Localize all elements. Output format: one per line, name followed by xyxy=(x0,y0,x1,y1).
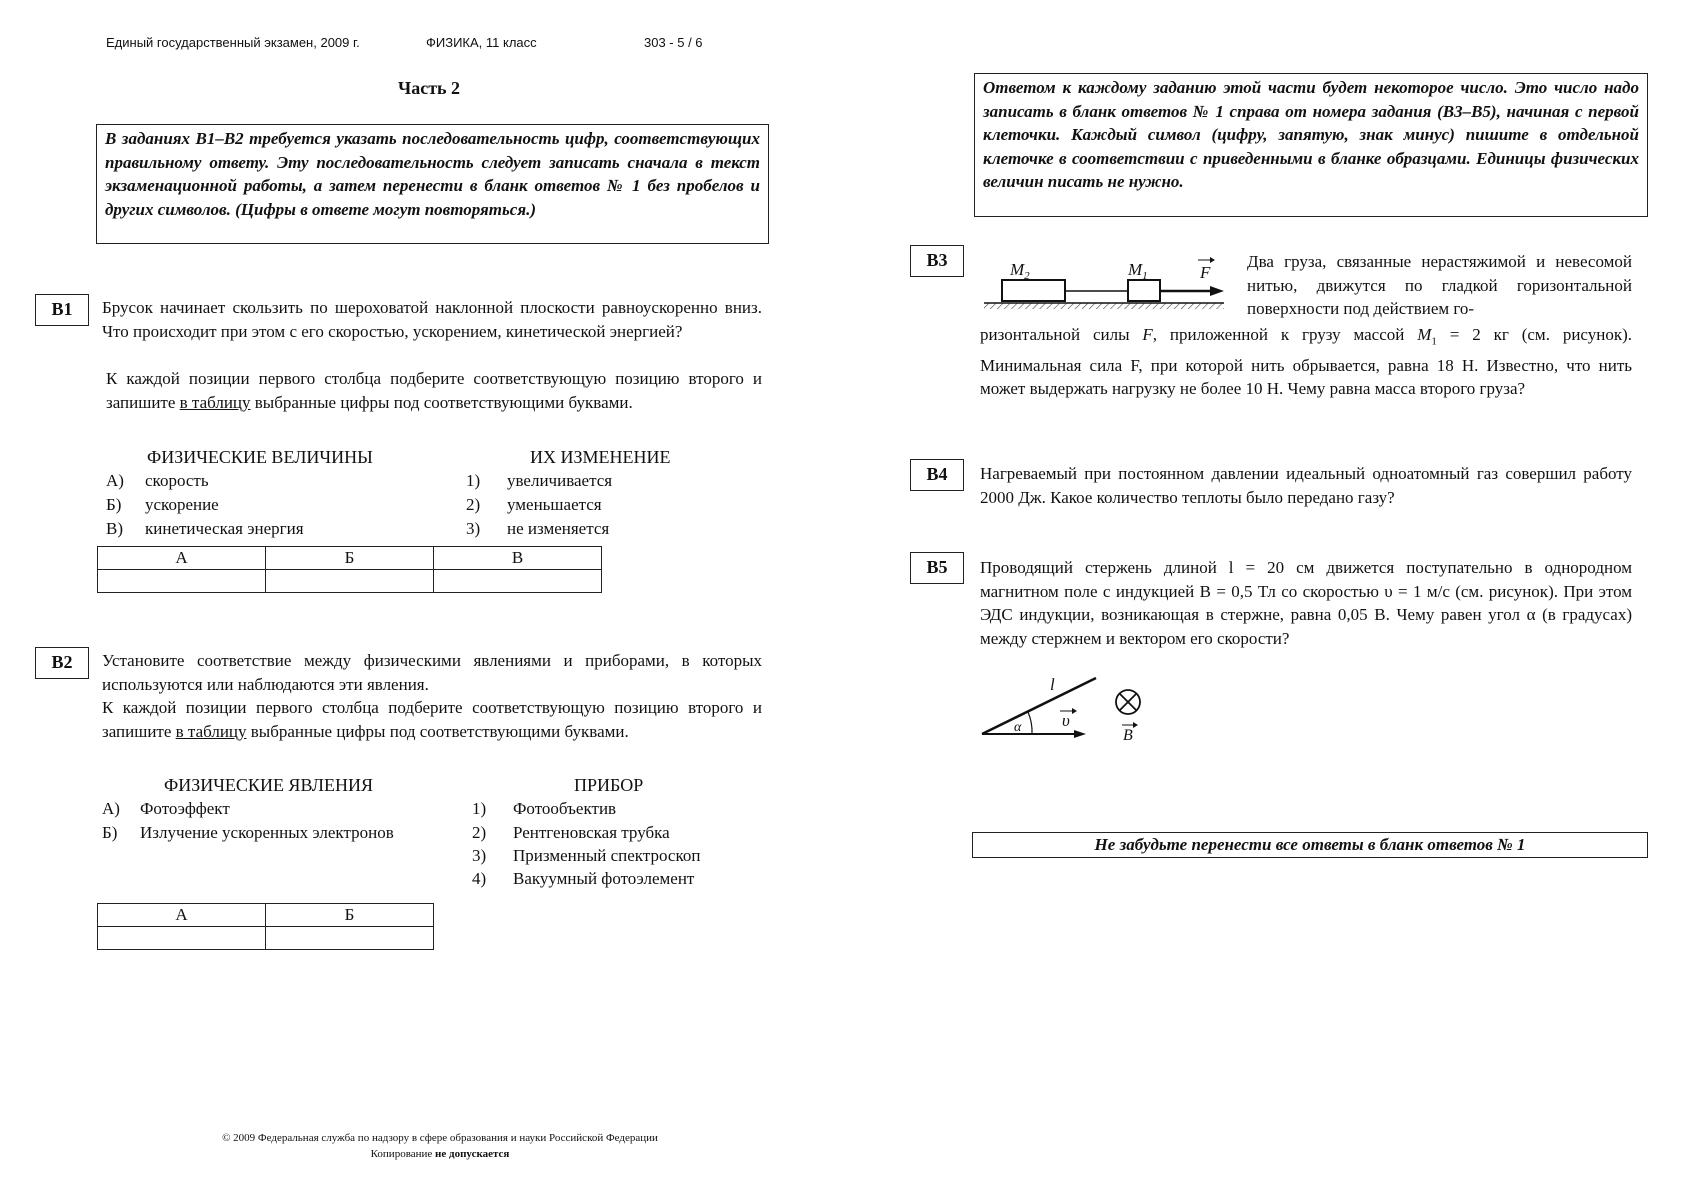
task-label-b5: В5 xyxy=(910,552,964,584)
velocity-arrowhead xyxy=(1074,730,1086,738)
b2-option-2: Рентгеновская трубка xyxy=(513,823,670,842)
b2-option-2-key: 2) xyxy=(472,823,487,842)
b2-task-post: выбранные цифры под соответствующими буквами. xyxy=(246,721,629,741)
label-force: F xyxy=(1200,263,1211,282)
b3-text-below xyxy=(980,323,1632,401)
instructions-b1-b2: В заданиях В1–В2 требуется указать последовательность цифр, соответствующих правильному ответу. Эту последовательность следует записать сначала в текст экзаменационной работы, а затем перенести в бланк ответов № 1 без пробелов и других символов. (Цифры в ответе могут повторяться.) xyxy=(96,124,769,244)
force-vector-mark-head xyxy=(1210,257,1215,263)
b2-option-1-key: 1) xyxy=(472,799,487,818)
angle-label: α xyxy=(1014,720,1022,735)
exam-title: Единый государственный экзамен, 2009 г. xyxy=(106,35,360,50)
b2-task-pre: К каждой позиции первого столбца подберите соответствующую позицию второго и запишите xyxy=(102,698,762,741)
surface-hatch xyxy=(984,303,1224,309)
page-code: 303 - 5 / 6 xyxy=(644,35,703,50)
b2-answer-cell-b[interactable] xyxy=(266,927,434,950)
velocity-vector-mark-head xyxy=(1072,708,1077,714)
task-label-b4: В4 xyxy=(910,459,964,491)
b3-text-right: Два груза, связанные нерастяжимой и невесомой нитью, движутся по гладкой горизонтальной поверхности под действием го- xyxy=(1247,252,1632,318)
label-m2: $M_2$ xyxy=(1010,260,1030,282)
b1-task-link: в таблицу xyxy=(179,392,251,412)
b1-item-b-key: Б) xyxy=(106,495,122,514)
b1-item-b: ускорение xyxy=(145,495,219,514)
b5-figure xyxy=(978,670,1158,746)
b3-text-pre: ризонтальной силы xyxy=(980,325,1143,344)
b1-option-1-key: 1) xyxy=(466,471,481,490)
field-label: B xyxy=(1123,727,1133,744)
b1-item-a: скорость xyxy=(145,471,209,490)
b4-text: Нагреваемый при постоянном давлении идеальный одноатомный газ совершил работу 2000 Дж. Какое количество теплоты было передано газу? xyxy=(980,464,1632,507)
b1-answer-table xyxy=(97,546,602,593)
rod xyxy=(982,678,1096,734)
b2-item-b: Излучение ускоренных электронов xyxy=(140,823,394,842)
rod-label: l xyxy=(1050,675,1055,694)
b2-task xyxy=(102,696,762,743)
b3-text-post: = 2 кг (см. рисунок). Минимальная сила F, при которой нить обрывается, равна 18 Н. Известно, что нить может выдержать нагрузку не более 10 Н. Чему равна масса второго груза? xyxy=(980,325,1633,399)
b1-option-3-key: 3) xyxy=(466,519,481,538)
field-vector-mark-head xyxy=(1133,722,1138,728)
b1-answer-cell-b[interactable] xyxy=(266,570,434,593)
b1-task xyxy=(106,367,762,414)
b1-item-c-key: В) xyxy=(106,519,123,538)
b1-table-header-c: В xyxy=(434,547,602,570)
velocity-label: υ xyxy=(1062,711,1070,730)
b1-col1-header: ФИЗИЧЕСКИЕ ВЕЛИЧИНЫ xyxy=(147,447,373,467)
b1-question: Брусок начинает скользить по шероховатой наклонной плоскости равноускоренно вниз. Что происходит при этом с его скоростью, ускорением, кинетической энергией? xyxy=(102,298,762,341)
b1-table-header-a: А xyxy=(98,547,266,570)
b2-col1-header: ФИЗИЧЕСКИЕ ЯВЛЕНИЯ xyxy=(164,775,373,795)
label-m1: $M_1$ xyxy=(1128,260,1148,282)
b2-option-3-key: 3) xyxy=(472,846,487,865)
b1-option-1: увеличивается xyxy=(507,471,613,490)
b1-task-pre: К каждой позиции первого столбца подберите соответствующую позицию второго и запишите xyxy=(106,369,762,412)
b2-answer-table xyxy=(97,903,434,950)
b2-option-1: Фотообъектив xyxy=(513,799,617,818)
block-m2 xyxy=(1002,280,1065,301)
footer-copy-bold: не допускается xyxy=(435,1148,510,1160)
b3-text-mid: , приложенной к грузу массой xyxy=(1152,325,1418,344)
b2-item-a: Фотоэффект xyxy=(140,799,230,818)
b1-option-2: уменьшается xyxy=(507,495,602,514)
b1-task-post: выбранные цифры под соответствующими буквами. xyxy=(250,392,633,412)
part-title: Часть 2 xyxy=(398,78,461,98)
force-symbol: F xyxy=(1142,325,1153,344)
b5-text: Проводящий стержень длиной l = 20 см движется поступательно в однородном магнитном поле с индукцией B = 0,5 Тл со скоростью υ = 1 м/с (см. рисунок). При этом ЭДС индукции, возникающая в стержне, равна 0,05 В. Чему равен угол α (в градусах) между стержнем и вектором его скорости? xyxy=(980,558,1632,648)
task-label-b1: В1 xyxy=(35,294,89,326)
footer-copyright: © 2009 Федеральная служба по надзору в сфере образования и науки Российской Федерации xyxy=(222,1132,658,1144)
block-m1 xyxy=(1128,280,1160,301)
b2-task-link: в таблицу xyxy=(175,721,247,741)
b2-question: Установите соответствие между физическими явлениями и приборами, в которых используются или наблюдаются эти явления. xyxy=(102,651,762,694)
force-arrowhead xyxy=(1210,286,1224,296)
b2-answer-cell-a[interactable] xyxy=(98,927,266,950)
b2-option-4: Вакуумный фотоэлемент xyxy=(513,869,695,888)
b1-option-2-key: 2) xyxy=(466,495,481,514)
b1-col2-header: ИХ ИЗМЕНЕНИЕ xyxy=(530,447,671,467)
b1-item-a-key: А) xyxy=(106,471,124,490)
instructions-b3-b5: Ответом к каждому заданию этой части будет некоторое число. Это число надо записать в бланк ответов № 1 справа от номера задания (В3–В5), начиная с первой клеточки. Каждый символ (цифру, запятую, знак минус) пишите в отдельной клеточке в соответствии с приведенными в бланке образцами. Единицы физических величин писать не нужно. xyxy=(974,73,1648,217)
b1-table-header-b: Б xyxy=(266,547,434,570)
angle-arc xyxy=(1028,712,1032,734)
mass-subscript: 1 xyxy=(1431,335,1437,348)
b1-option-3: не изменяется xyxy=(507,519,610,538)
b2-table-header-a: А xyxy=(98,904,266,927)
task-label-b3: В3 xyxy=(910,245,964,277)
b2-table-header-b: Б xyxy=(266,904,434,927)
b1-answer-cell-a[interactable] xyxy=(98,570,266,593)
b2-item-b-key: Б) xyxy=(102,823,118,842)
b1-answer-cell-c[interactable] xyxy=(434,570,602,593)
b3-figure xyxy=(980,248,1230,316)
footer-copy-note xyxy=(120,1148,760,1160)
reminder-box: Не забудьте перенести все ответы в бланк ответов № 1 xyxy=(972,832,1648,858)
b2-option-3: Призменный спектроскоп xyxy=(513,846,701,865)
task-label-b2: В2 xyxy=(35,647,89,679)
b1-item-c: кинетическая энергия xyxy=(145,519,304,538)
subject-title: ФИЗИКА, 11 класс xyxy=(426,35,537,50)
b2-item-a-key: А) xyxy=(102,799,120,818)
footer-copy-pre: Копирование xyxy=(370,1148,436,1160)
b2-col2-header: ПРИБОР xyxy=(574,775,644,795)
mass-symbol: M xyxy=(1417,325,1432,344)
b2-option-4-key: 4) xyxy=(472,869,487,888)
